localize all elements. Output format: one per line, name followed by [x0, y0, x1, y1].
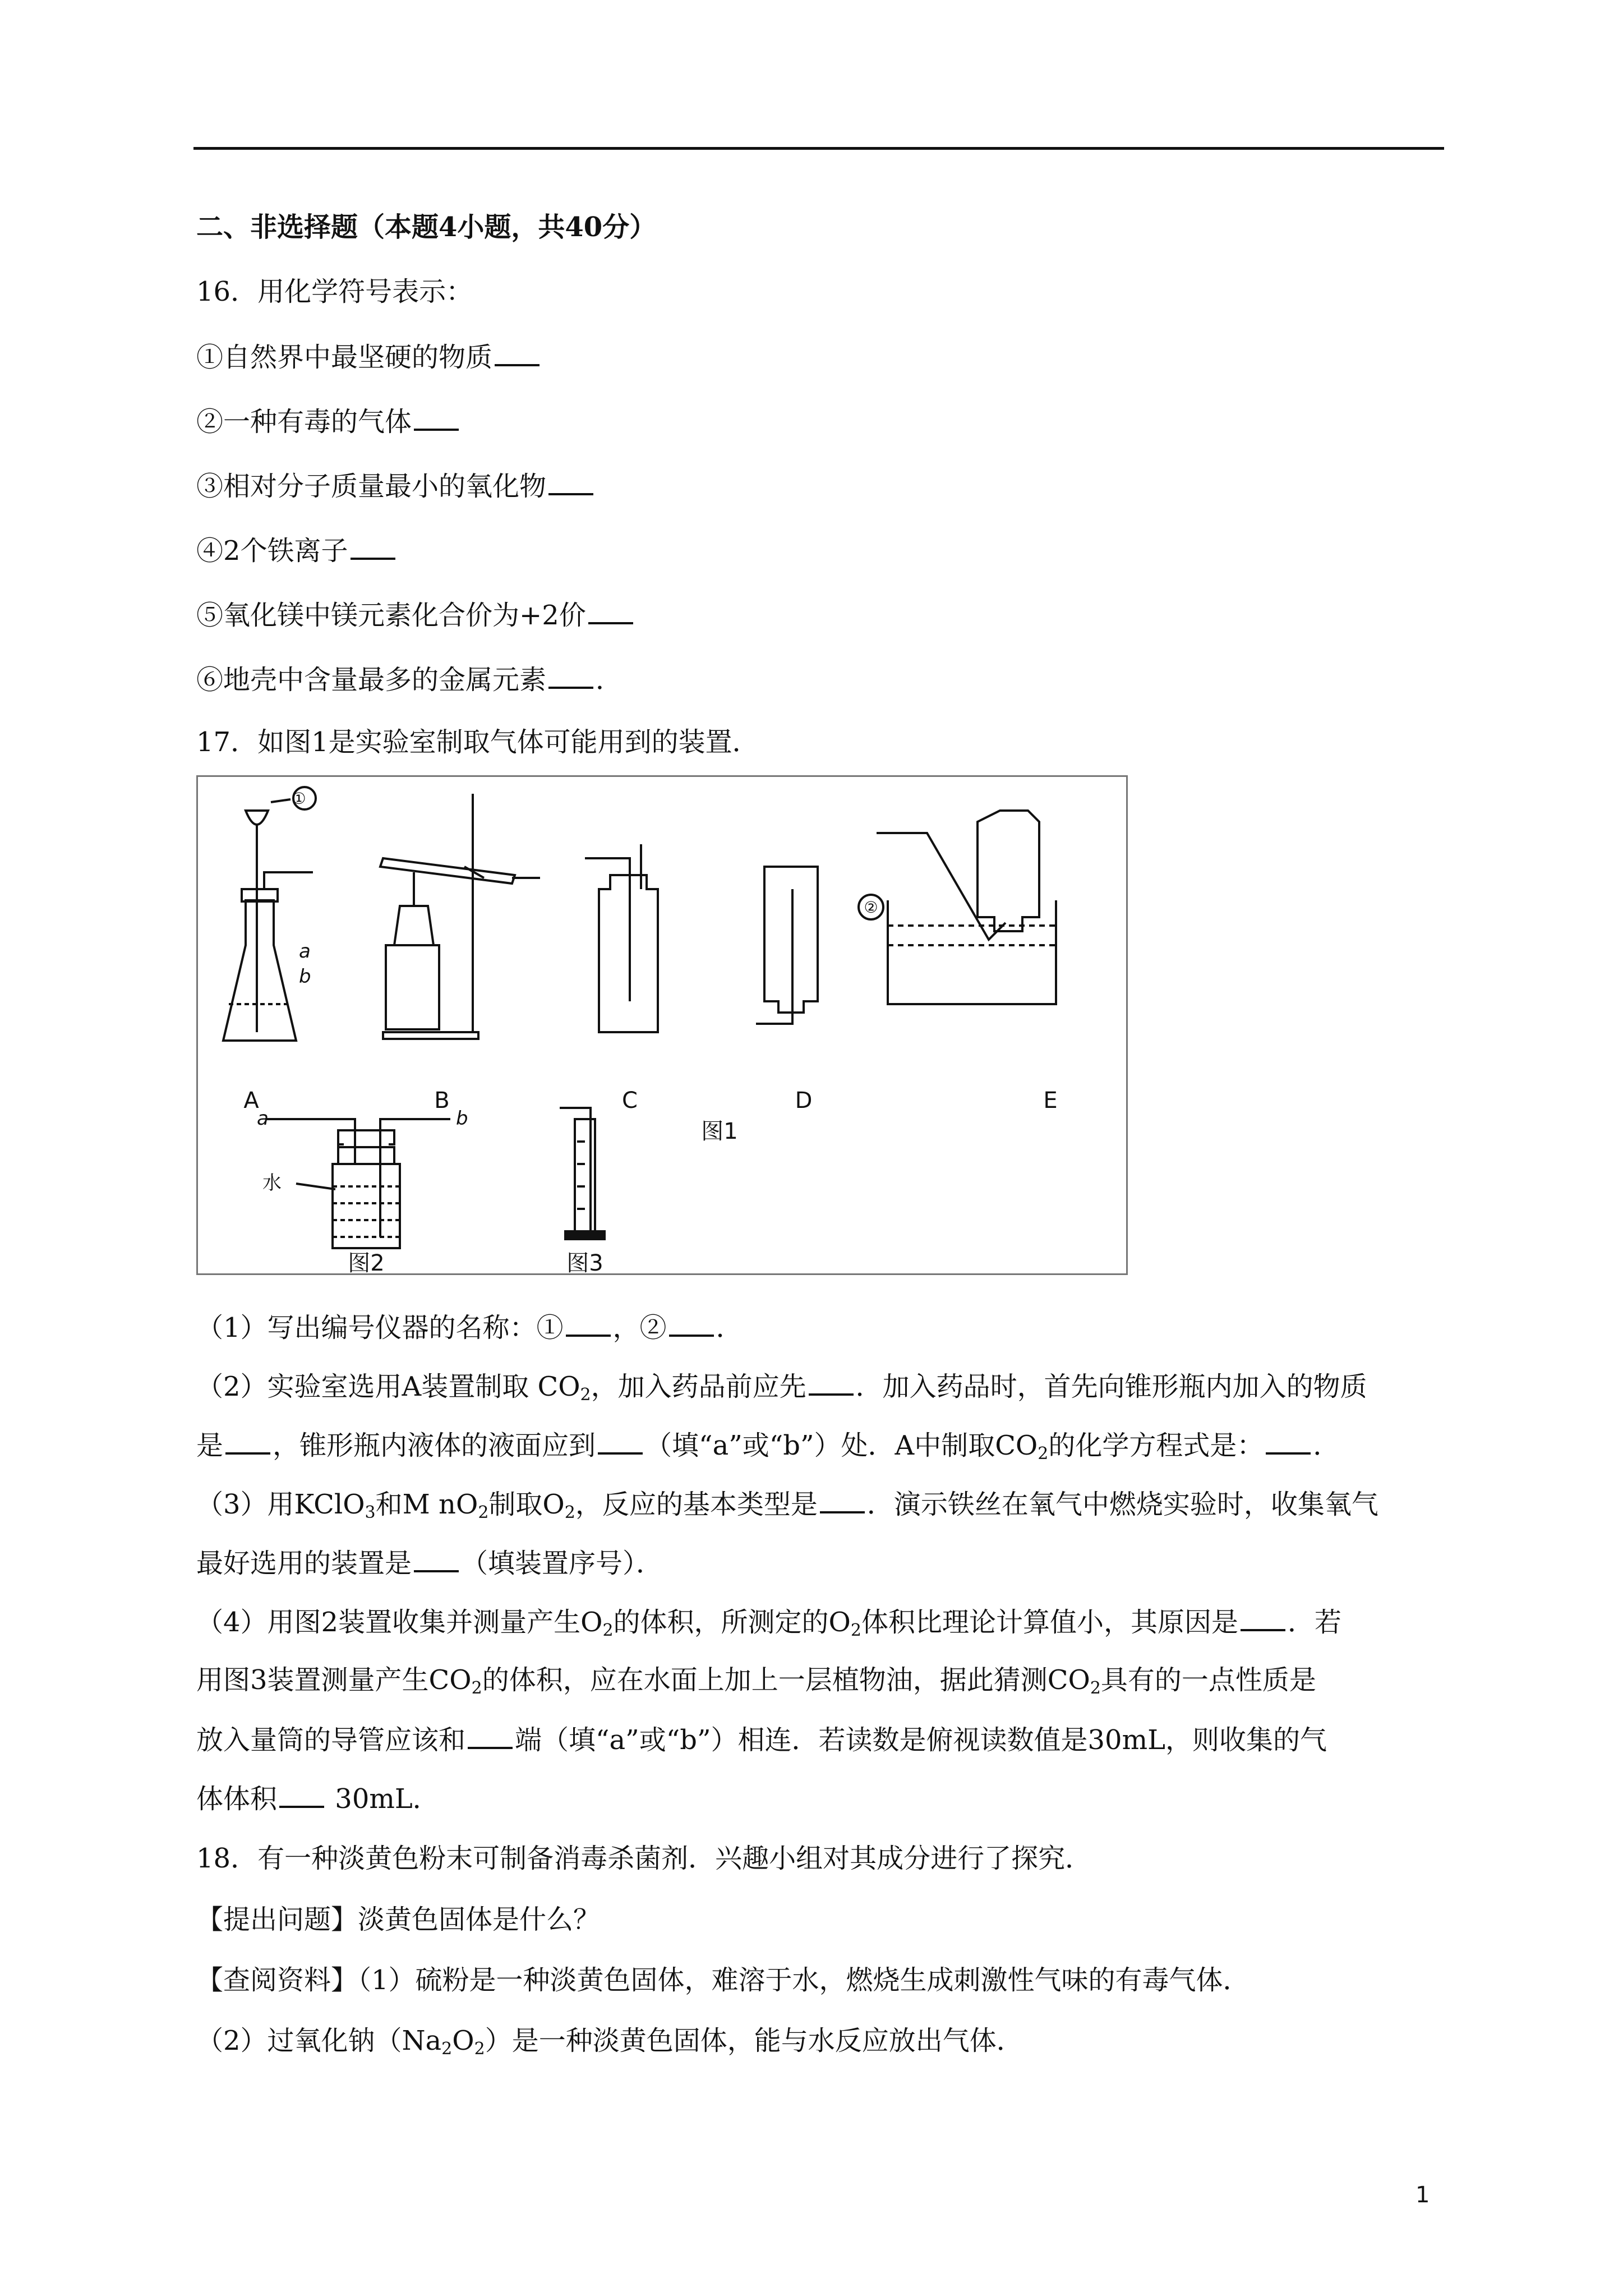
q16-item-text: ⑤氧化镁中镁元素化合价为+2价	[196, 600, 586, 631]
section-label: 【查阅资料】	[196, 1964, 358, 1996]
subscript: 2	[564, 1503, 575, 1522]
level-b-label: b	[299, 965, 311, 988]
q16-item-text: ①自然界中最坚硬的物质	[196, 342, 493, 373]
text: 体积比理论计算值小，其原因是	[861, 1607, 1238, 1638]
answer-blank	[468, 1722, 513, 1749]
apparatus-label: C	[622, 1088, 638, 1114]
text: （1）硫粉是一种淡黄色固体，难溶于水，燃烧生成刺激性气味的有毒气体．	[358, 1964, 1250, 1996]
text: 制取O	[488, 1489, 565, 1520]
figure-1-caption: 图1	[701, 1119, 738, 1144]
answer-blank	[548, 662, 593, 689]
apparatus-e-trough	[877, 811, 1056, 1004]
q17-part-1	[196, 1310, 743, 1345]
text: 放入量筒的导管应该和	[196, 1724, 466, 1756]
text: 最好选用的装置是	[196, 1548, 412, 1579]
subscript: 2	[1038, 1444, 1049, 1464]
q17-part-3-line-1	[196, 1487, 1378, 1521]
subscript: 2	[850, 1621, 861, 1640]
q16-stem: 16．用化学符号表示：	[196, 276, 473, 307]
q16-item-text: ②一种有毒的气体	[196, 406, 412, 438]
subscript: 2	[471, 1678, 482, 1698]
q18-stem: 18．有一种淡黄色粉末可制备消毒杀菌剂．兴趣小组对其成分进行了探究．	[196, 1843, 1092, 1874]
text: ，加入药品前应先	[591, 1371, 806, 1402]
water-label: 水	[262, 1172, 282, 1194]
answer-blank	[598, 1428, 643, 1455]
q17-part-4-line-3	[196, 1722, 1327, 1757]
q16-item	[196, 404, 461, 439]
marker-1: ①	[292, 789, 306, 808]
text: ．演示铁丝在氧气中燃烧实验时，收集氧气	[866, 1489, 1378, 1520]
port-a-label: a	[257, 1107, 269, 1130]
apparatus-b-heating	[380, 794, 540, 1039]
figure-3-cylinder	[560, 1108, 605, 1239]
q17-part-4-line-1	[196, 1604, 1341, 1639]
text: 30mL．	[326, 1783, 440, 1815]
answer-blank	[351, 533, 395, 560]
q18-reference-1	[196, 1963, 1250, 1997]
answer-blank	[495, 339, 540, 366]
q17-part-2-line-2	[196, 1428, 1340, 1462]
q18-reference-2	[196, 2024, 1023, 2058]
figure-3-caption: 图3	[566, 1250, 603, 1273]
figure-2-apparatus	[265, 1119, 450, 1248]
q17-stem: 17．如图1是实验室制取气体可能用到的装置．	[196, 726, 759, 758]
answer-blank	[279, 1781, 324, 1808]
apparatus-d-bottle	[756, 867, 818, 1024]
answer-blank	[414, 404, 459, 431]
figure-2-caption: 图2	[348, 1250, 385, 1273]
section-header: 二、非选择题（本题4小题，共40分）	[196, 211, 657, 243]
text: 和M nO	[375, 1489, 478, 1520]
q17-part-3-line-2	[196, 1545, 663, 1580]
q16-item	[196, 339, 542, 374]
text: 用图3装置测量产生CO	[196, 1664, 472, 1696]
apparatus-label: E	[1043, 1088, 1058, 1114]
level-a-label: a	[299, 940, 311, 963]
text: 的体积，所测定的O	[613, 1607, 851, 1638]
text: 端（填“a”或“b”）相连．若读数是俯视读数值是30mL，则收集的气	[515, 1724, 1327, 1756]
q16-item	[196, 597, 635, 632]
answer-blank	[820, 1487, 865, 1513]
text: 的化学方程式是：	[1048, 1430, 1264, 1461]
answer-blank	[669, 1310, 714, 1337]
text: ，锥形瓶内液体的液面应到	[273, 1430, 596, 1461]
answer-blank	[225, 1428, 270, 1455]
text: （3）用KClO	[196, 1489, 365, 1520]
port-b-label: b	[456, 1107, 468, 1130]
apparatus-figure	[196, 775, 1128, 1275]
answer-blank	[548, 468, 593, 495]
text: 淡黄色固体是什么？	[358, 1904, 601, 1935]
answer-blank	[566, 1310, 611, 1337]
subscript: 2	[1090, 1678, 1101, 1698]
answer-blank	[1241, 1604, 1285, 1631]
q18-question	[196, 1903, 600, 1936]
subscript: 2	[441, 2039, 453, 2059]
q16-item-text: ⑥地壳中含量最多的金属元素	[196, 664, 547, 696]
text: （2）实验室选用A装置制取 CO	[196, 1371, 580, 1402]
q17-part-4-line-2	[196, 1663, 1316, 1697]
answer-blank	[588, 597, 633, 624]
text: 的体积，应在水面上加上一层植物油，据此猜测CO	[482, 1664, 1090, 1696]
answer-blank	[809, 1369, 854, 1396]
q16-item	[196, 533, 398, 568]
apparatus-a-flask	[223, 787, 316, 1041]
text: 体体积	[196, 1783, 278, 1815]
text: （填“a”或“b”）处．A中制取CO	[645, 1430, 1038, 1461]
text: ，反应的基本类型是	[575, 1489, 818, 1520]
text: ．加入药品时，首先向锥形瓶内加入的物质	[855, 1371, 1367, 1402]
text: ）是一种淡黄色固体，能与水反应放出气体．	[485, 2025, 1023, 2056]
q16-item-text: ③相对分子质量最小的氧化物	[196, 471, 547, 502]
text: O	[452, 2025, 474, 2056]
section-label: 【提出问题】	[196, 1904, 358, 1935]
subscript: 3	[365, 1503, 376, 1522]
text: ，②	[612, 1312, 667, 1343]
header-rule	[193, 147, 1444, 150]
text: （4）用图2装置收集并测量产生O	[196, 1607, 603, 1638]
text: ．	[1313, 1430, 1340, 1461]
marker-2: ②	[864, 898, 878, 917]
text: （填装置序号）．	[461, 1548, 663, 1579]
q16-item-text: ④2个铁离子	[196, 535, 348, 567]
text: （1）写出编号仪器的名称：①	[196, 1312, 564, 1343]
answer-blank	[1266, 1428, 1311, 1455]
apparatus-label: A	[243, 1088, 259, 1114]
text: 是	[196, 1430, 224, 1461]
q16-item	[196, 468, 596, 503]
q16-item	[196, 662, 623, 697]
apparatus-c-bottle	[585, 844, 658, 1032]
text: ．	[716, 1312, 743, 1343]
subscript: 2	[478, 1503, 489, 1522]
apparatus-label: D	[795, 1088, 813, 1114]
subscript: 2	[474, 2039, 485, 2059]
subscript: 2	[602, 1621, 614, 1640]
text: （2）过氧化钠（Na	[196, 2025, 442, 2056]
apparatus-label: B	[434, 1088, 450, 1114]
text: 具有的一点性质是	[1100, 1664, 1316, 1696]
q17-part-4-line-4	[196, 1781, 440, 1816]
period: ．	[596, 664, 623, 696]
page-number: 1	[1415, 2182, 1430, 2208]
q17-part-2-line-1	[196, 1369, 1367, 1404]
subscript: 2	[580, 1385, 591, 1405]
text: ．若	[1288, 1607, 1342, 1638]
answer-blank	[414, 1545, 459, 1572]
